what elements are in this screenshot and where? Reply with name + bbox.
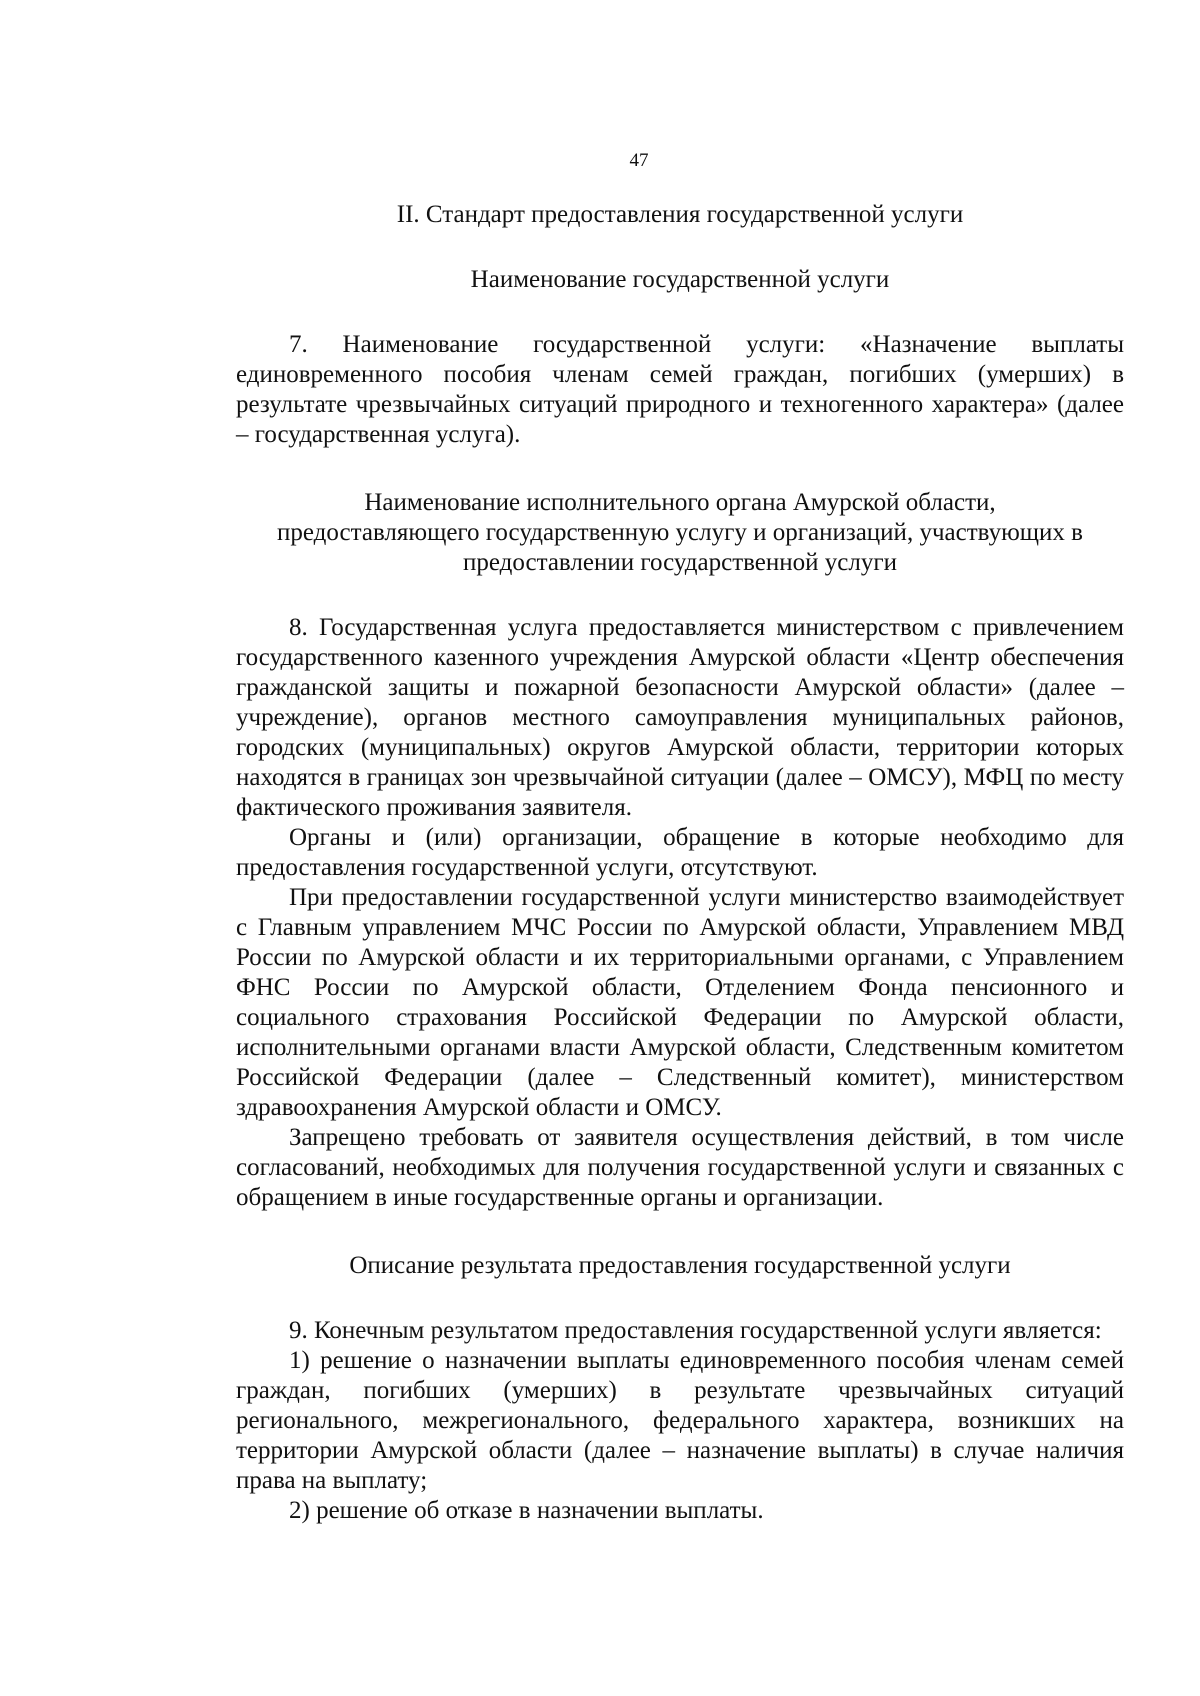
- paragraph-9: 9. Конечным результатом предоставления государственной услуги является:: [289, 1317, 1102, 1344]
- executive-body-heading: [236, 488, 1124, 578]
- section-title: II. Стандарт предоставления государственной услуги: [396, 201, 964, 228]
- heading-line: предоставлении государственной услуги: [463, 549, 897, 576]
- page-number: 47: [629, 150, 649, 171]
- heading-line: Наименование исполнительного органа Амурской области,: [364, 489, 996, 516]
- heading-line: предоставляющего государственную услугу и организаций, участвующих в: [277, 519, 1083, 546]
- paragraph-interaction: При предоставлении государственной услуги министерство взаимодействует с Главным управлением МЧС России по Амурской области, Управлением МВД России по Амурской области и их территориальными органами, с Управлением ФНС России по Амурской области, Отделением Фонда пенсионного и социального страхования Российской Федерации по Амурской области, исполнительными органами власти Амурской области, Следственным комитетом Российской Федерации (далее – Следственный комитет), министерством здравоохранения Амурской области и ОМСУ.: [236, 884, 1124, 1121]
- paragraph-prohibition: Запрещено требовать от заявителя осуществления действий, в том числе согласований, необходимых для получения государственной услуги и связанных с обращением в иные государственные органы и организации.: [236, 1124, 1124, 1211]
- service-name-heading: Наименование государственной услуги: [470, 266, 890, 293]
- result-description-heading: Описание результата предоставления государственной услуги: [349, 1252, 1011, 1279]
- document-body: [236, 200, 1124, 1526]
- paragraph-7: 7. Наименование государственной услуги: «Назначение выплаты единовременного пособия членам семей граждан, погибших (умерших) в результате чрезвычайных ситуаций природного и техногенного характера» (далее – государственная услуга).: [236, 331, 1124, 448]
- result-item-2: 2) решение об отказе в назначении выплаты.: [289, 1497, 764, 1524]
- paragraph-organizations: Органы и (или) организации, обращение в которые необходимо для предоставления государственной услуги, отсутствуют.: [236, 824, 1124, 881]
- result-item-1: 1) решение о назначении выплаты единовременного пособия членам семей граждан, погибших (умерших) в результате чрезвычайных ситуаций регионального, межрегионального, федерального характера, возникших на территории Амурской области (далее – назначение выплаты) в случае наличия права на выплату;: [236, 1347, 1124, 1494]
- paragraph-8: 8. Государственная услуга предоставляется министерством с привлечением государственного казенного учреждения Амурской области «Центр обеспечения гражданской защиты и пожарной безопасности Амурской области» (далее – учреждение), органов местного самоуправления муниципальных районов, городских (муниципальных) округов Амурской области, территории которых находятся в границах зон чрезвычайной ситуации (далее – ОМСУ), МФЦ по месту фактического проживания заявителя.: [236, 614, 1124, 821]
